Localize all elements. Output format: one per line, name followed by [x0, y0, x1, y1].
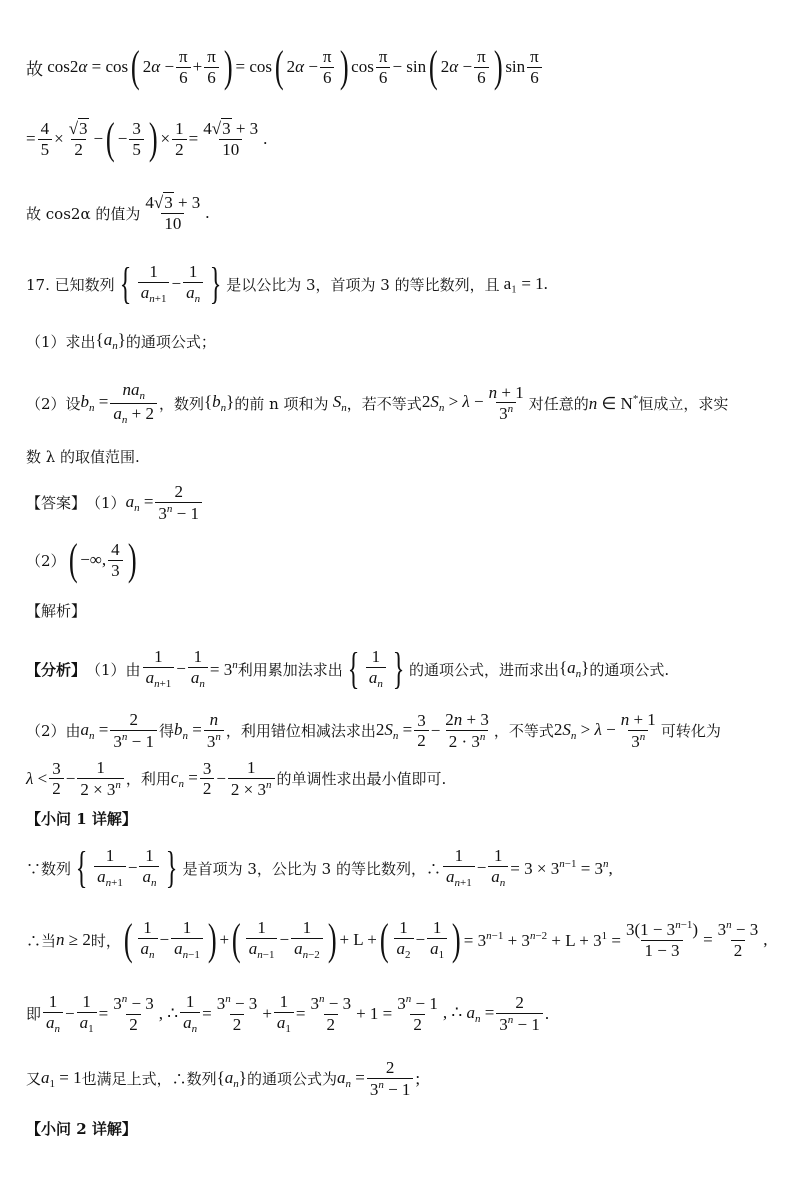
fx2-b: 得: [158, 722, 174, 741]
ans1-num: （1）: [86, 494, 126, 513]
question-2: （2）设 $b_n$ = $\frac{na_n}{a_n + 2}$ ，数列 $\{b_n\}$ 的前 n 项和为 $S_n$ ，若不等式 $2S_n > \lambda$ − $\frac{n + 1}{3^n}$ 对任意的 n ∈ N* 恒成立，求实: [26, 380, 729, 426]
fx3-b: ，利用: [125, 770, 171, 789]
analysis: 【解析】: [26, 602, 87, 620]
eq-line-3: 故 cos2α 的值为 $\frac{4√3 + 3}{10}$ .: [26, 193, 210, 233]
fx2-c: ，利用错位相减法求出: [225, 722, 376, 741]
analysis-label: [26, 600, 780, 621]
q1-tail: 的通项公式；: [125, 332, 216, 351]
xiaowen-2: [26, 1118, 780, 1139]
p17-cond: a₁ = 1.: [503, 274, 548, 293]
fenxi-1: 【分析】 （1）由 $\frac{1}{a_{n+1}}$ − $\frac{1}{a_n}$ = $3^n$ 利用累加法求出 { $\frac{1}{a_n}$ } 的通项公式，进而求出 $\{a_n\}$ 的通项公式.: [26, 644, 670, 693]
s1-b: 是首项为 3，公比为 3 的等比数列，∴: [182, 859, 441, 878]
fenxi-label: 【分析】: [26, 660, 87, 679]
q2-prefix: （2）设: [26, 394, 81, 413]
solution-4: 又 $a_1 = 1$ 也满足上式，∴数列 $\{a_n\}$ 的通项公式为 $a_n$ = $\frac{2}{3^n - 1}$ ;: [26, 1058, 421, 1099]
s2-a: ∴当: [26, 931, 57, 950]
fenxi-3: λ < $\frac{3}{2}$ − $\frac{1}{2 \times 3^n}$ ，利用 $c_n$ = $\frac{3}{2}$ − $\frac{1}{2 \times 3^n}$ 的单调性求出最小值即可.: [26, 758, 447, 799]
problem-17: 17. 已知数列 { $\frac{1}{a_{n+1}}$ − $\frac{1}{a_n}$ } 是以公比为 3，首项为 3 的等比数列，且 a₁ = 1.: [26, 259, 548, 308]
fx2-a: （2）由: [26, 722, 81, 741]
q2-mid3: ，若不等式: [346, 394, 422, 413]
eq-line-1: 故 cos2α = cos ( 2α − $\frac{\pi}{6}$ + $\frac{\pi}{6}$ ) = cos ( 2α − $\frac{\pi}{6}$ ) cos $\frac{\pi}{6}$ − sin ( 2α − $\frac{\pi}{6}$ ) sin $\frac{\pi}{6}$: [26, 45, 780, 89]
s2-b: 时，: [90, 931, 121, 950]
fx1-a: （1）由: [86, 660, 141, 679]
s4-a: 又: [26, 1070, 42, 1089]
s4-c: 的通项公式为: [246, 1070, 337, 1089]
q2-mid1: ，数列: [158, 394, 204, 413]
fx2-d: ，不等式: [493, 722, 554, 741]
xw2-label: 【小问 2 详解】: [26, 1120, 137, 1138]
p17-prefix: 17. 已知数列: [26, 275, 115, 294]
q2-tail2: 恒成立，求实: [638, 394, 729, 413]
fx3-c: 的单调性求出最小值即可.: [276, 770, 447, 789]
solution-2: ∴当 n ≥ 2 时， ( $\frac{1}{a_n}$ − $\frac{1}{a_{n-1}}$ ) + ( $\frac{1}{a_{n-1}}$ − $\frac{1}{a_{n-2}}$ ) + L + ( $\frac{1}{a_2}$ − $\frac{1}{a_1}$ ) = $3^{n-1} + 3^{n-2} + L + 3^1$ = $\frac{3(1 - 3^{n-1})}{1 - 3}$ = $\frac{3^n - 3}{2}$ ,: [26, 915, 768, 964]
answer-label: 【答案】: [26, 494, 87, 513]
text-cos-value: 故 cos2α 的值为: [26, 204, 141, 223]
s3-a: 即: [26, 1005, 42, 1024]
answer-2: （2） ( −∞, $\frac{4}{3}$ ): [26, 535, 137, 584]
q1-text: （1）求出: [26, 332, 96, 351]
fx1-c: 的通项公式，进而求出: [408, 660, 559, 679]
question-1: （1）求出 $\{a_n\}$ 的通项公式；: [26, 330, 216, 352]
text-gu: 故: [26, 59, 43, 79]
fx1-b: 利用累加法求出: [237, 660, 343, 679]
q2-cont: 数 λ 的取值范围.: [26, 448, 140, 466]
q2-tail: 对任意的: [528, 394, 589, 413]
q2-mid2: 的前 n 项和为: [234, 394, 329, 413]
xw1-label: 【小问 1 详解】: [26, 810, 137, 828]
eq-line-2: = $\frac{4}{5}$ × $\frac{√3}{2}$ − ( − $\frac{3}{5}$ ) × $\frac{1}{2}$ = $\frac{4√3 + 3}{10}$ .: [26, 114, 268, 163]
s4-b: 也满足上式，∴数列: [81, 1070, 217, 1089]
ans2-num: （2）: [26, 551, 66, 570]
solution-1: ∵数列 { $\frac{1}{a_{n+1}}$ − $\frac{1}{a_n}$ } 是首项为 3，公比为 3 的等比数列，∴ $\frac{1}{a_{n+1}}$ − $\frac{1}{a_n}$ = $3 \times 3^{n-1} = 3^n$,: [26, 843, 613, 892]
fx2-e: 可转化为: [660, 722, 721, 741]
p17-mid: 是以公比为 3，首项为 3 的等比数列，且: [226, 275, 500, 294]
answer-1: 【答案】 （1） $a_n$ = $\frac{2}{3^n - 1}$: [26, 482, 780, 523]
s1-a: ∵数列: [26, 859, 72, 878]
solution-3: 即 $\frac{1}{a_n}$ − $\frac{1}{a_1}$ = $\frac{3^n - 3}{2}$ , ∴ $\frac{1}{a_n}$ = $\frac{3^n - 3}{2}$ + $\frac{1}{a_1}$ = $\frac{3^n - 3}{2}$ + 1 = $\frac{3^n - 1}{2}$ , ∴ $a_n$ = $\frac{2}{3^n - 1}$ .: [26, 992, 550, 1035]
fx1-d: 的通项公式.: [589, 660, 670, 679]
xiaowen-1: [26, 808, 780, 829]
question-2-cont: [26, 446, 780, 467]
fenxi-2: （2）由 $a_n$ = $\frac{2}{3^n - 1}$ 得 $b_n$ = $\frac{n}{3^n}$ ，利用错位相减法求出 $2S_n$ = $\frac{3}{2}$ − $\frac{2n + 3}{2 \cdot 3^n}$ ，不等式 $2S_n > \lambda$ − $\frac{n + 1}{3^n}$ 可转化为: [26, 710, 721, 751]
